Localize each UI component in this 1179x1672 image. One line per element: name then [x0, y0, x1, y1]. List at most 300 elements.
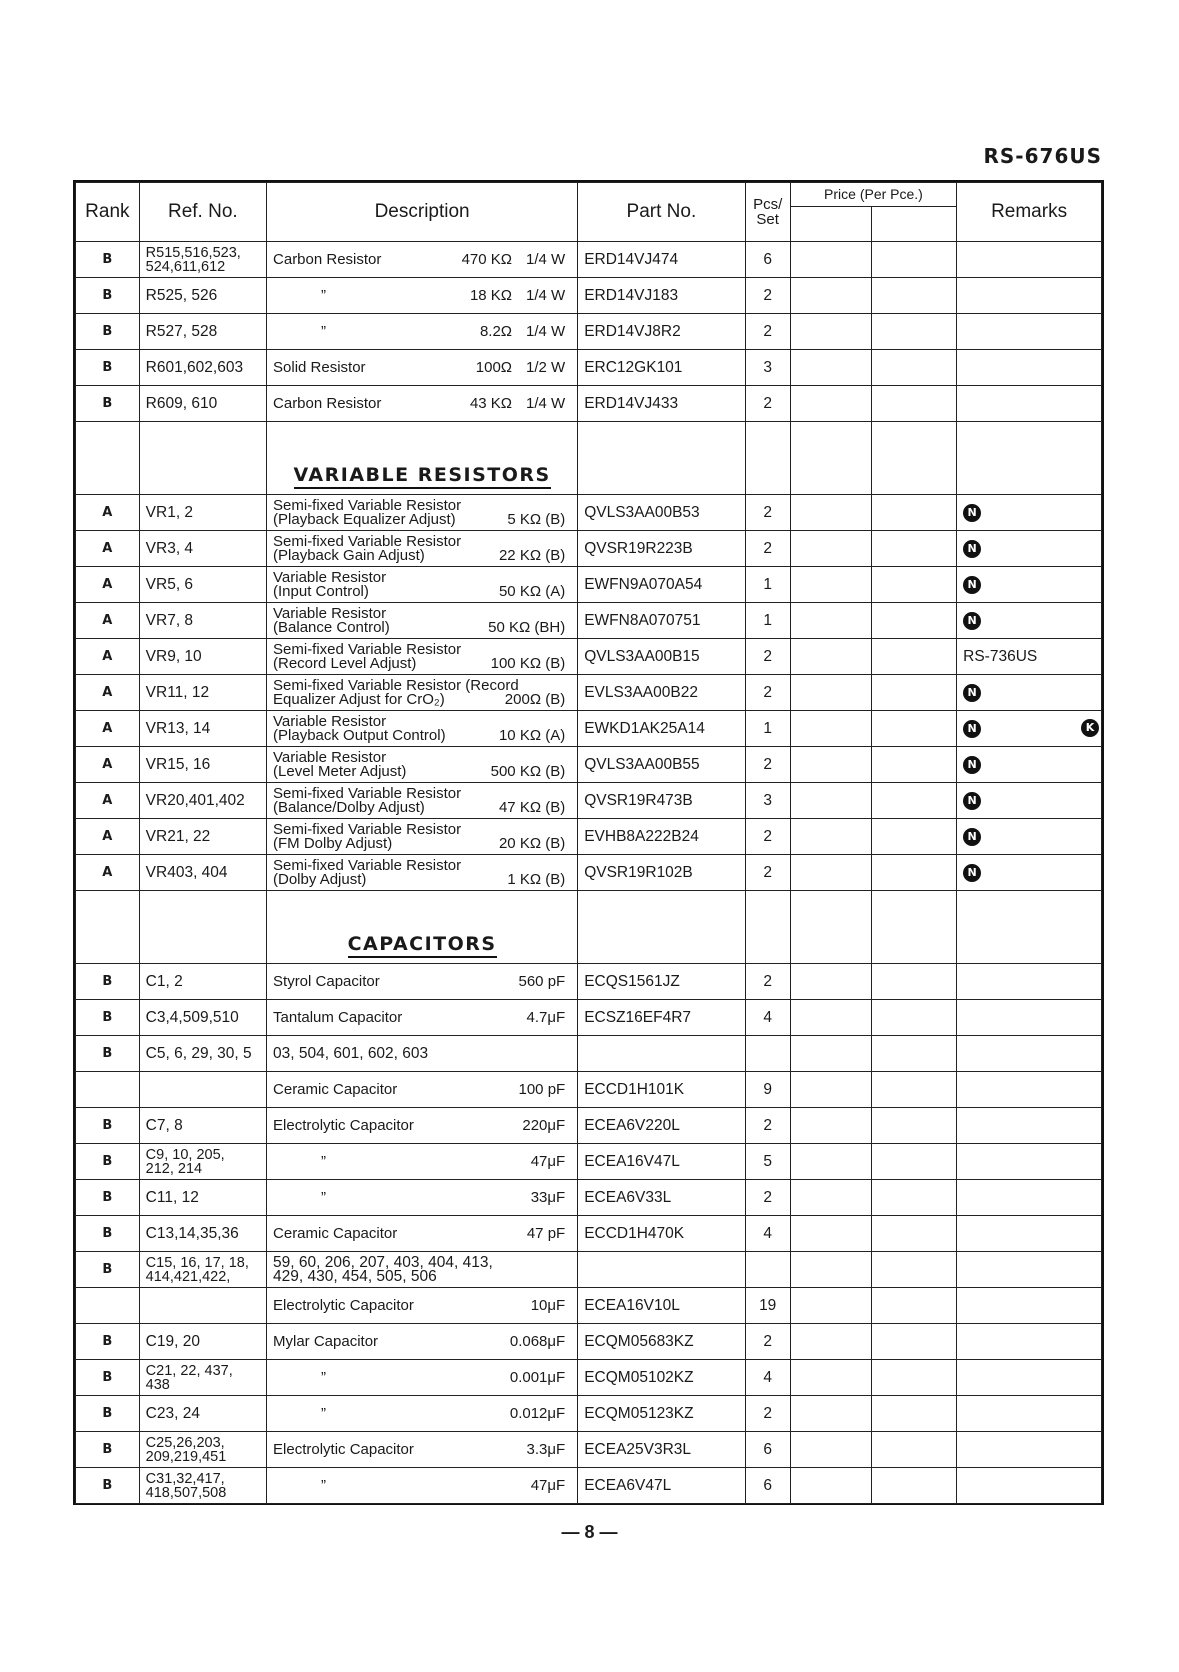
- pcs-cell: 2: [745, 495, 790, 531]
- value-text: 47μF: [530, 1476, 566, 1494]
- value-text: 5 KΩ (B): [507, 510, 566, 528]
- part-no-cell: ERD14VJ8R2: [578, 314, 745, 350]
- price-cell-a: [790, 1360, 871, 1396]
- remarks-cell: [957, 603, 1102, 639]
- description-cell: [267, 531, 578, 567]
- price-cell-a: [790, 1432, 871, 1468]
- rank-cell: B: [76, 1360, 140, 1396]
- table-row: [76, 1360, 1102, 1396]
- ref-no-line: VR13, 14: [145, 719, 211, 737]
- price-cell-b: [871, 314, 956, 350]
- pcs-cell: 2: [745, 964, 790, 1000]
- table-row: [76, 819, 1102, 855]
- pcs-cell: 2: [745, 819, 790, 855]
- price-cell-a: [790, 1396, 871, 1432]
- value-text: 470 KΩ: [461, 250, 513, 268]
- price-cell-b: [871, 1468, 956, 1504]
- part-no-cell: ECQM05683KZ: [578, 1324, 745, 1360]
- description-text: Styrol Capacitor: [273, 972, 380, 990]
- ref-no-cell: [139, 639, 266, 675]
- value-text: 47 KΩ (B): [498, 798, 566, 816]
- empty-cell: [790, 422, 871, 495]
- description-text: (Playback Equalizer Adjust): [273, 510, 456, 528]
- part-no-cell: ERC12GK101: [578, 350, 745, 386]
- ref-no-line: C11, 12: [145, 1188, 199, 1206]
- description-line: [273, 250, 566, 268]
- rank-cell: A: [76, 495, 140, 531]
- price-cell-b: [871, 495, 956, 531]
- description-text: (Record Level Adjust): [273, 654, 417, 672]
- power-rating: 1/2 W: [526, 358, 566, 376]
- header-pcs-line1: Pcs/: [753, 196, 783, 213]
- empty-cell: [745, 891, 790, 964]
- pcs-cell: 9: [745, 1072, 790, 1108]
- description-text: Electrolytic Capacitor: [273, 1440, 414, 1458]
- part-no-cell: [578, 1252, 745, 1288]
- model-number: RS-676US: [983, 144, 1102, 168]
- description-cell: [267, 495, 578, 531]
- table-row: [76, 1432, 1102, 1468]
- ref-no-cell: [139, 1432, 266, 1468]
- price-cell-b: [871, 1360, 956, 1396]
- part-no-cell: ECEA16V10L: [578, 1288, 745, 1324]
- ref-no-cell: [139, 819, 266, 855]
- description-cell: [267, 1144, 578, 1180]
- remarks-cell: [957, 783, 1102, 819]
- part-no-cell: ECCD1H470K: [578, 1216, 745, 1252]
- rank-cell: B: [76, 1144, 140, 1180]
- rank-cell: A: [76, 531, 140, 567]
- rank-cell: [76, 1288, 140, 1324]
- description-text: Carbon Resistor: [273, 394, 382, 412]
- ref-no-cell: [139, 1036, 266, 1072]
- description-line: [273, 322, 566, 340]
- value-text: 1 KΩ (B): [507, 870, 566, 888]
- description-line-2: [273, 546, 566, 564]
- part-no-cell: [578, 1036, 745, 1072]
- table-row: [76, 747, 1102, 783]
- price-cell-a: [790, 278, 871, 314]
- description-text: ”: [321, 286, 327, 304]
- rank-cell: A: [76, 783, 140, 819]
- table-row: [76, 675, 1102, 711]
- description-line: Semi-fixed Variable Resistor: [273, 496, 462, 514]
- value-text: 200Ω (B): [504, 690, 566, 708]
- remarks-cell: [957, 386, 1102, 422]
- description-text: (Input Control): [273, 582, 369, 600]
- ref-no-line: VR5, 6: [145, 575, 194, 593]
- description-line-2: [273, 510, 566, 528]
- ref-no-line: VR7, 8: [145, 611, 194, 629]
- description-cell: [267, 1288, 578, 1324]
- part-no-cell: ERD14VJ474: [578, 242, 745, 278]
- rank-cell: B: [76, 1396, 140, 1432]
- section-title: CAPACITORS: [348, 933, 497, 958]
- ref-no-line: VR1, 2: [145, 503, 194, 521]
- table-row: [76, 639, 1102, 675]
- k-badge-icon: K: [1081, 719, 1099, 737]
- part-no-cell: ECQS1561JZ: [578, 964, 745, 1000]
- new-part-badge-icon: N: [963, 720, 981, 738]
- rank-cell: B: [76, 350, 140, 386]
- rank-cell: B: [76, 278, 140, 314]
- rank-cell: A: [76, 855, 140, 891]
- price-cell-b: [871, 531, 956, 567]
- value-text: 0.068μF: [509, 1332, 566, 1350]
- value-text: 500 KΩ (B): [490, 762, 566, 780]
- part-no-cell: ERD14VJ183: [578, 278, 745, 314]
- new-part-badge-icon: N: [963, 756, 981, 774]
- description-cell: [267, 1324, 578, 1360]
- ref-no-cell: [139, 386, 266, 422]
- price-cell-b: [871, 1252, 956, 1288]
- description-line: [273, 1296, 566, 1314]
- ref-no-line: 524,611,612: [145, 258, 226, 275]
- part-no-cell: QVLS3AA00B55: [578, 747, 745, 783]
- rank-cell: B: [76, 1036, 140, 1072]
- description-cell: [267, 1180, 578, 1216]
- ref-no-cell: [139, 1324, 266, 1360]
- pcs-cell: 4: [745, 1360, 790, 1396]
- table-row: [76, 1000, 1102, 1036]
- remarks-cell: [957, 314, 1102, 350]
- description-text: (Playback Output Control): [273, 726, 446, 744]
- header-part-no: Part No.: [578, 183, 745, 242]
- description-line-2: [273, 618, 566, 636]
- description-cell: [267, 639, 578, 675]
- rank-cell: B: [76, 964, 140, 1000]
- price-cell-a: [790, 1252, 871, 1288]
- part-no-cell: EVLS3AA00B22: [578, 675, 745, 711]
- remarks-cell: [957, 1072, 1102, 1108]
- part-no-cell: ECCD1H101K: [578, 1072, 745, 1108]
- description-line: [273, 1440, 566, 1458]
- remarks-cell: [957, 1000, 1102, 1036]
- part-no-cell: QVSR19R223B: [578, 531, 745, 567]
- description-line: Semi-fixed Variable Resistor: [273, 856, 462, 874]
- description-line: [273, 972, 566, 990]
- ref-no-line: VR403, 404: [145, 863, 228, 881]
- description-cell: [267, 1108, 578, 1144]
- description-text: Equalizer Adjust for CrO₂): [273, 690, 445, 708]
- ref-no-cell: [139, 964, 266, 1000]
- value-text: 43 KΩ: [469, 394, 513, 412]
- remarks-cell: [957, 855, 1102, 891]
- description-line: [273, 394, 566, 412]
- rank-cell: A: [76, 819, 140, 855]
- ref-cell: [139, 422, 266, 495]
- price-cell-a: [790, 855, 871, 891]
- ref-no-cell: [139, 1072, 266, 1108]
- description-cell: [267, 819, 578, 855]
- price-cell-b: [871, 1324, 956, 1360]
- price-cell-b: [871, 747, 956, 783]
- ref-no-line: R525, 526: [145, 286, 218, 304]
- value-text: 50 KΩ (A): [498, 582, 566, 600]
- table-row: [76, 855, 1102, 891]
- ref-no-cell: [139, 747, 266, 783]
- description-cell: [267, 1216, 578, 1252]
- value-text: 3.3μF: [526, 1440, 566, 1458]
- price-cell-b: [871, 855, 956, 891]
- description-line: [273, 358, 566, 376]
- power-rating: 1/4 W: [526, 250, 566, 268]
- price-cell-a: [790, 711, 871, 747]
- rank-cell: [76, 1072, 140, 1108]
- price-cell-a: [790, 783, 871, 819]
- part-no-cell: ECEA16V47L: [578, 1144, 745, 1180]
- ref-no-cell: [139, 314, 266, 350]
- rank-cell: B: [76, 1108, 140, 1144]
- pcs-cell: 2: [745, 314, 790, 350]
- ref-no-cell: [139, 495, 266, 531]
- pcs-cell: 2: [745, 1180, 790, 1216]
- part-no-cell: ECEA6V220L: [578, 1108, 745, 1144]
- table-row: [76, 1216, 1102, 1252]
- empty-cell: [578, 891, 745, 964]
- pcs-cell: 2: [745, 1396, 790, 1432]
- description-text: (Dolby Adjust): [273, 870, 367, 888]
- description-line-2: [273, 762, 566, 780]
- ref-no-cell: [139, 1108, 266, 1144]
- remarks-cell: [957, 1216, 1102, 1252]
- pcs-cell: 2: [745, 1108, 790, 1144]
- ref-no-cell: [139, 1180, 266, 1216]
- description-text: Electrolytic Capacitor: [273, 1116, 414, 1134]
- ref-no-cell: [139, 711, 266, 747]
- value-text: 8.2Ω: [479, 322, 513, 340]
- description-cell: [267, 242, 578, 278]
- pcs-cell: 4: [745, 1216, 790, 1252]
- price-cell-a: [790, 819, 871, 855]
- parts-list-table: [73, 180, 1104, 1505]
- description-cell: [267, 603, 578, 639]
- ref-no-line: R601,602,603: [145, 358, 244, 376]
- price-cell-a: [790, 350, 871, 386]
- ref-no-cell: [139, 1396, 266, 1432]
- price-cell-b: [871, 819, 956, 855]
- description-line: [273, 1224, 566, 1242]
- new-part-badge-icon: N: [963, 684, 981, 702]
- price-cell-a: [790, 1072, 871, 1108]
- description-cell: [267, 350, 578, 386]
- new-part-badge-icon: N: [963, 864, 981, 882]
- description-text: Ceramic Capacitor: [273, 1080, 398, 1098]
- pcs-cell: 2: [745, 386, 790, 422]
- rank-cell: A: [76, 711, 140, 747]
- description-line: [273, 1404, 566, 1422]
- price-cell-b: [871, 964, 956, 1000]
- empty-cell: [957, 891, 1102, 964]
- description-cell: [267, 278, 578, 314]
- remarks-cell: [957, 531, 1102, 567]
- remarks-cell: [957, 242, 1102, 278]
- ref-continuation-cell: [267, 1036, 578, 1072]
- rank-cell: A: [76, 675, 140, 711]
- price-cell-b: [871, 278, 956, 314]
- part-no-cell: ECEA6V47L: [578, 1468, 745, 1504]
- value-text: 0.001μF: [509, 1368, 566, 1386]
- parts-list-body: [76, 242, 1102, 1504]
- rank-cell: B: [76, 1468, 140, 1504]
- pcs-cell: 2: [745, 278, 790, 314]
- price-cell-b: [871, 603, 956, 639]
- ref-no-cell: [139, 242, 266, 278]
- price-cell-b: [871, 1036, 956, 1072]
- section-cell: [267, 891, 578, 964]
- description-line: Semi-fixed Variable Resistor: [273, 640, 462, 658]
- description-line-2: [273, 798, 566, 816]
- page-number: — 8 —: [561, 1522, 618, 1542]
- table-row: [76, 603, 1102, 639]
- header-price-col-a: [790, 206, 871, 241]
- ref-no-line: VR9, 10: [145, 647, 202, 665]
- ref-no-cell: [139, 783, 266, 819]
- ref-continuation-line: 429, 430, 454, 505, 506: [273, 1267, 437, 1285]
- empty-cell: [578, 422, 745, 495]
- description-line: [273, 286, 566, 304]
- pcs-cell: 19: [745, 1288, 790, 1324]
- part-no-cell: ECSZ16EF4R7: [578, 1000, 745, 1036]
- rank-cell: A: [76, 603, 140, 639]
- ref-no-cell: [139, 1000, 266, 1036]
- header-pcs-line2: Set: [756, 211, 779, 228]
- new-part-badge-icon: N: [963, 792, 981, 810]
- description-cell: [267, 386, 578, 422]
- table-row: [76, 1180, 1102, 1216]
- table-row: [76, 1324, 1102, 1360]
- description-line: Variable Resistor: [273, 604, 387, 622]
- value-text: 20 KΩ (B): [498, 834, 566, 852]
- price-cell-a: [790, 242, 871, 278]
- rank-cell: A: [76, 747, 140, 783]
- pcs-cell: 6: [745, 1432, 790, 1468]
- ref-no-line: 414,421,422,: [145, 1268, 231, 1285]
- part-no-cell: QVSR19R102B: [578, 855, 745, 891]
- pcs-cell: 3: [745, 350, 790, 386]
- remarks-cell: [957, 639, 1102, 675]
- section-title: VARIABLE RESISTORS: [294, 464, 551, 489]
- ref-no-line: C5, 6, 29, 30, 5: [145, 1044, 252, 1062]
- description-line-2: [273, 870, 566, 888]
- price-cell-b: [871, 1396, 956, 1432]
- remarks-cell: [957, 1144, 1102, 1180]
- header-description: Description: [267, 183, 578, 242]
- price-cell-a: [790, 314, 871, 350]
- rank-cell: B: [76, 1180, 140, 1216]
- description-line: [273, 1476, 566, 1494]
- price-cell-b: [871, 242, 956, 278]
- ref-no-line: 209,219,451: [145, 1448, 227, 1465]
- price-cell-a: [790, 386, 871, 422]
- ref-no-cell: [139, 1144, 266, 1180]
- table-row: [76, 567, 1102, 603]
- price-cell-b: [871, 1180, 956, 1216]
- price-cell-a: [790, 1036, 871, 1072]
- table-row: [76, 1036, 1102, 1072]
- value-text: 22 KΩ (B): [498, 546, 566, 564]
- pcs-cell: 1: [745, 711, 790, 747]
- rank-cell: A: [76, 639, 140, 675]
- table-row: [76, 964, 1102, 1000]
- rank-cell: B: [76, 386, 140, 422]
- description-line-2: [273, 690, 566, 708]
- pcs-cell: 6: [745, 1468, 790, 1504]
- value-text: 10 KΩ (A): [498, 726, 566, 744]
- value-text: 0.012μF: [509, 1404, 566, 1422]
- new-part-badge-icon: N: [963, 612, 981, 630]
- price-cell-a: [790, 567, 871, 603]
- price-cell-b: [871, 1000, 956, 1036]
- price-cell-a: [790, 1324, 871, 1360]
- ref-no-line: C19, 20: [145, 1332, 200, 1350]
- remarks-cell: [957, 1252, 1102, 1288]
- description-text: ”: [321, 1476, 327, 1494]
- description-cell: [267, 1432, 578, 1468]
- part-no-cell: EWKD1AK25A14: [578, 711, 745, 747]
- remarks-cell: [957, 819, 1102, 855]
- remark-text: RS-736US: [963, 647, 1038, 665]
- empty-cell: [790, 891, 871, 964]
- ref-no-cell: [139, 675, 266, 711]
- ref-no-line: C3,4,509,510: [145, 1008, 239, 1026]
- header-ref-no: Ref. No.: [139, 183, 266, 242]
- description-line: [273, 1188, 566, 1206]
- ref-no-cell: [139, 567, 266, 603]
- price-cell-b: [871, 350, 956, 386]
- table-row: [76, 1468, 1102, 1504]
- header-pcs-set: [745, 183, 790, 242]
- price-cell-a: [790, 675, 871, 711]
- pcs-cell: [745, 1036, 790, 1072]
- remarks-cell: [957, 747, 1102, 783]
- ref-no-cell: [139, 603, 266, 639]
- price-cell-a: [790, 1000, 871, 1036]
- ref-continuation-line: 59, 60, 206, 207, 403, 404, 413,: [273, 1253, 493, 1271]
- description-text: ”: [321, 1188, 327, 1206]
- description-text: ”: [321, 1152, 327, 1170]
- part-no-cell: EWFN9A070A54: [578, 567, 745, 603]
- ref-no-cell: [139, 531, 266, 567]
- description-text: Electrolytic Capacitor: [273, 1296, 414, 1314]
- value-text: 560 pF: [518, 972, 566, 990]
- table-row: [76, 495, 1102, 531]
- table-row: [76, 350, 1102, 386]
- remarks-cell: [957, 1324, 1102, 1360]
- price-cell-a: [790, 1180, 871, 1216]
- part-no-cell: ECEA25V3R3L: [578, 1432, 745, 1468]
- ref-no-line: VR11, 12: [145, 683, 210, 701]
- power-rating: 1/4 W: [526, 286, 566, 304]
- pcs-cell: [745, 1252, 790, 1288]
- description-text: ”: [321, 1404, 327, 1422]
- pcs-cell: 4: [745, 1000, 790, 1036]
- ref-no-line: C21, 22, 437,: [145, 1362, 233, 1379]
- ref-no-line: VR21, 22: [145, 827, 211, 845]
- part-no-cell: ERD14VJ433: [578, 386, 745, 422]
- description-line: Variable Resistor: [273, 712, 387, 730]
- description-line-2: [273, 654, 566, 672]
- description-text: ”: [321, 322, 327, 340]
- value-text: 47 pF: [526, 1224, 566, 1242]
- description-line: Semi-fixed Variable Resistor: [273, 820, 462, 838]
- part-no-cell: ECQM05102KZ: [578, 1360, 745, 1396]
- ref-no-line: C23, 24: [145, 1404, 200, 1422]
- ref-no-line: 438: [145, 1376, 170, 1393]
- description-cell: [267, 1360, 578, 1396]
- empty-cell: [871, 891, 956, 964]
- table-row: [76, 1144, 1102, 1180]
